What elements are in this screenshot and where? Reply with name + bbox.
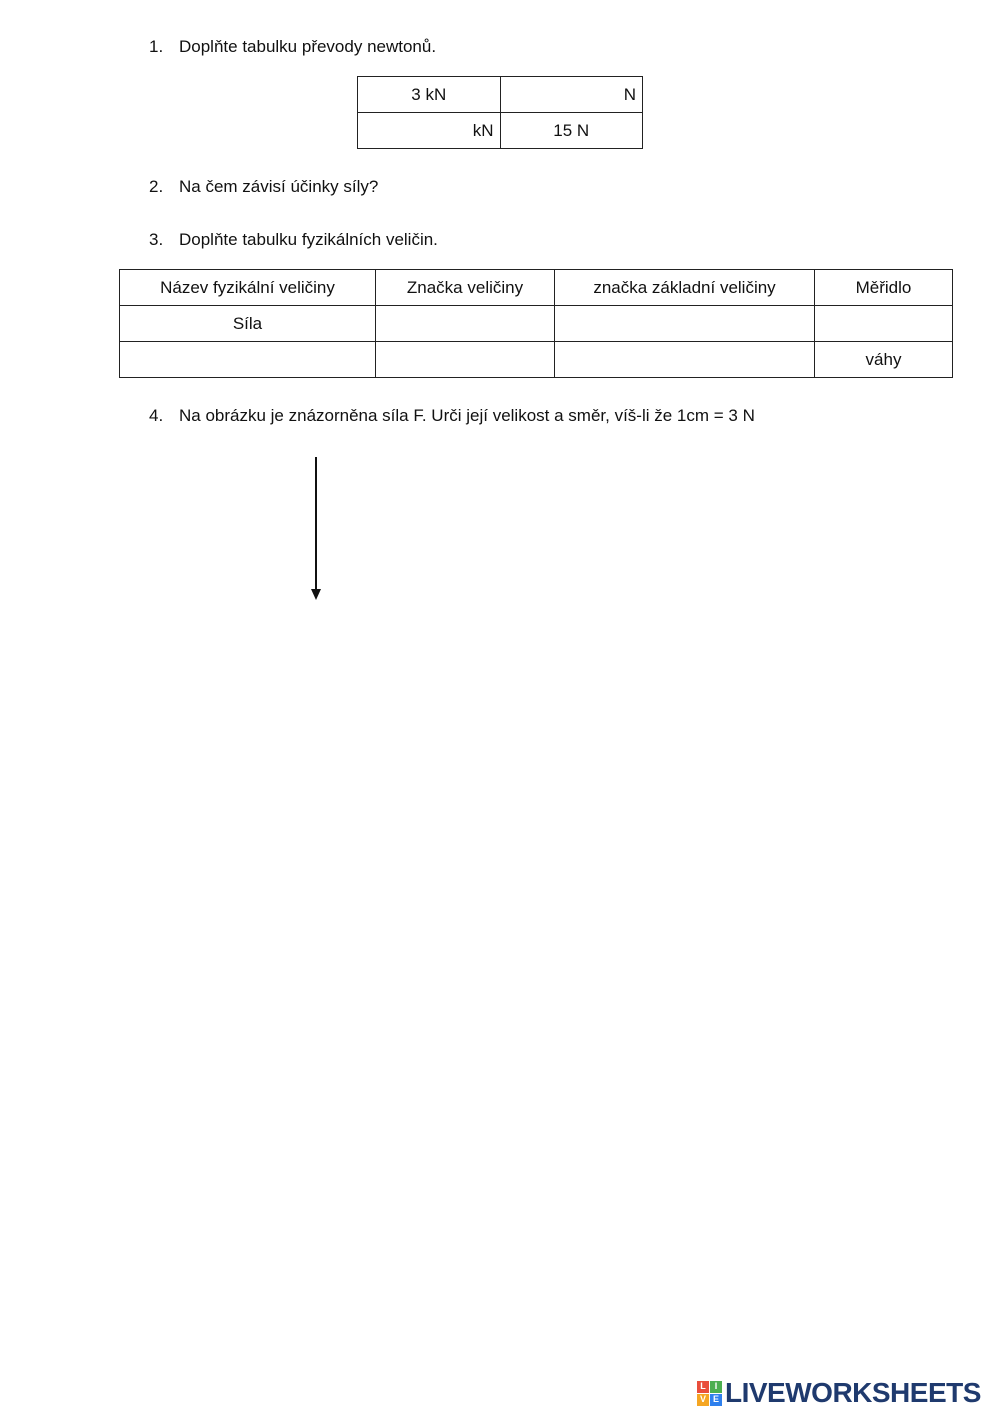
question-text: Na čem závisí účinky síly? [179, 177, 379, 196]
physical-quantities-table [119, 269, 953, 378]
newton-conversion-table [357, 76, 643, 149]
logo-letter: E [710, 1394, 722, 1406]
cell-answer[interactable] [555, 306, 815, 342]
cell-15n: 15 N [500, 113, 643, 149]
liveworksheets-logo [697, 1378, 981, 1408]
cell-answer[interactable] [815, 306, 953, 342]
question-number: 3. [149, 230, 164, 249]
question-3 [149, 230, 438, 250]
logo-letter: I [710, 1381, 722, 1393]
header-quantity-symbol: Značka veličiny [376, 270, 555, 306]
question-text: Doplňte tabulku převody newtonů. [179, 37, 437, 56]
header-base-unit-symbol: značka základní veličiny [555, 270, 815, 306]
cell-kn-answer[interactable]: kN [358, 113, 501, 149]
cell-n-answer[interactable]: N [500, 77, 643, 113]
logo-text: LIVEWORKSHEETS [725, 1377, 981, 1408]
question-1 [149, 37, 436, 57]
question-text: Doplňte tabulku fyzikálních veličin. [179, 230, 438, 249]
question-number: 1. [149, 37, 164, 56]
question-text: Na obrázku je znázorněna síla F. Urči její velikost a směr, víš-li že 1cm = 3 N [179, 406, 755, 425]
cell-answer[interactable] [120, 342, 376, 378]
question-number: 4. [149, 406, 164, 425]
cell-measuring-device: váhy [815, 342, 953, 378]
cell-answer[interactable] [376, 306, 555, 342]
cell-answer[interactable] [555, 342, 815, 378]
header-quantity-name: Název fyzikální veličiny [120, 270, 376, 306]
force-arrow-head [311, 589, 321, 600]
question-number: 2. [149, 177, 164, 196]
question-2 [149, 177, 378, 197]
logo-letter: V [697, 1394, 709, 1406]
force-arrow [308, 455, 324, 605]
logo-icon [697, 1381, 722, 1406]
cell-answer[interactable] [376, 342, 555, 378]
cell-quantity-name: Síla [120, 306, 376, 342]
question-4 [149, 406, 755, 426]
logo-letter: L [697, 1381, 709, 1393]
cell-3kn: 3 kN [358, 77, 501, 113]
header-measuring-device: Měřidlo [815, 270, 953, 306]
